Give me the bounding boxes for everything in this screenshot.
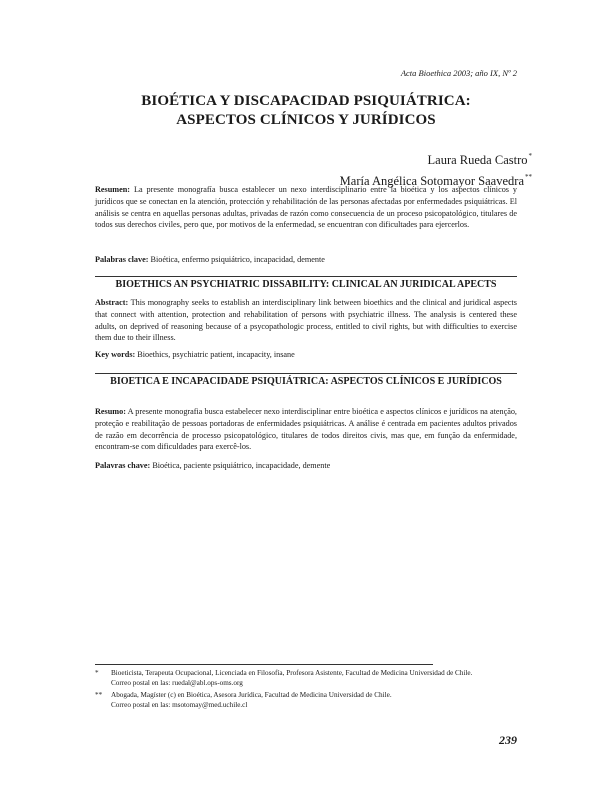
section-divider [95, 373, 517, 374]
portuguese-title: BIOETICA E INCAPACIDADE PSIQUIÁTRICA: ASPECTOS CLÍNICOS E JURÍDICOS [110, 376, 502, 387]
keywords-text: Bioética, enfermo psiquiátrico, incapacidad, demente [150, 255, 325, 264]
author-name: Laura Rueda Castro [427, 153, 528, 167]
abstract-text: This monography seeks to establish an interdisciplinary link between bioethics and the clinical and juridical aspects that connect with attention, protection and rehabilitation of persons with psychiatric illness. The analysis is centered these adults, on deprived of reasoning because of a psycopathologic process, entitled to civil rights, but with difficulties to exercise them due to their illness. [95, 298, 517, 343]
footnote-2 [95, 690, 517, 711]
footnote-mark: * [95, 669, 99, 677]
title-line-1: BIOÉTICA Y DISCAPACIDAD PSIQUIÁTRICA: [141, 93, 471, 109]
abstract-label: Resumo: [95, 407, 126, 416]
page-number: 239 [499, 733, 517, 747]
keywords-label: Palavras chave: [95, 461, 151, 470]
footnote-text: Abogada, Magíster (c) en Bioética, Asesora Jurídica, Facultad de Medicina Universidad de Chile. [111, 691, 392, 699]
spanish-abstract [95, 184, 517, 231]
abstract-label: Resumen: [95, 185, 131, 194]
spanish-keywords [95, 254, 517, 266]
article-title [60, 92, 552, 130]
keywords-label: Key words: [95, 350, 136, 359]
footnote-mark: ** [95, 691, 103, 699]
keywords-label: Palabras clave: [95, 255, 149, 264]
english-abstract [95, 297, 517, 344]
english-title: BIOETHICS AN PSYCHIATRIC DISSABILITY: CLINICAL AN JURIDICAL APECTS [115, 279, 497, 290]
abstract-text: La presente monografía busca establecer un nexo interdisciplinario entre la bioética y los aspectos clínicos y jurídicos que se conectan en la atención, protección y rehabilitación de las personas afectadas por enfermedades psiquiátricas. El análisis se centra en aquellas personas adultas, privadas de razón como consecuencia de un proceso psicopatológico, titulares de todos sus derechos civiles, pero que, por motivos de la enfermedad, se encuentran con dificultades para ejercerlos. [95, 185, 518, 230]
author-name: María Angélica Sotomayor Saavedra [339, 174, 524, 188]
author-footnote-mark: ** [525, 173, 532, 181]
footnote-text: Bioeticista, Terapeuta Ocupacional, Licenciada en Filosofía, Profesora Asistente, Facultad de Medicina Universidad de Chile. [111, 669, 473, 677]
author-1 [340, 148, 532, 169]
abstract-text: A presente monografia busca estabelecer nexo interdisciplinar entre bioética e aspectos clínicos e jurídicos na atenção, proteção e reabilitação de pessoas portadoras de enfermidades psiquiátricas. A análise é centrada em pacientes adultos privados de razão em decorrência de processo psicopatológico, titulares de todos direitos civis, mas que, em função da enfermidade, encontram-se com dificuldades para exercê-los. [95, 407, 517, 452]
footnote-contact: Correo postal en las: msotomay@med.uchile.cl [111, 701, 248, 710]
title-line-2: ASPECTOS CLÍNICOS Y JURÍDICOS [176, 112, 436, 128]
footnote-contact: Correo postal en las: ruedal@abl.ops-oms.org [111, 679, 243, 688]
portuguese-abstract [95, 406, 517, 453]
english-keywords [95, 349, 517, 361]
keywords-text: Bioética, paciente psiquiátrico, incapacidade, demente [152, 461, 331, 470]
abstract-label: Abstract: [95, 298, 129, 307]
footnote-1 [95, 668, 517, 689]
portuguese-keywords [95, 460, 517, 472]
keywords-text: Bioethics, psychiatric patient, incapacity, insane [137, 350, 295, 359]
running-header: Acta Bioethica 2003; año IX, Nº 2 [400, 68, 517, 78]
footnote-divider [95, 664, 433, 665]
section-divider [95, 276, 517, 277]
author-footnote-mark: * [528, 152, 532, 160]
